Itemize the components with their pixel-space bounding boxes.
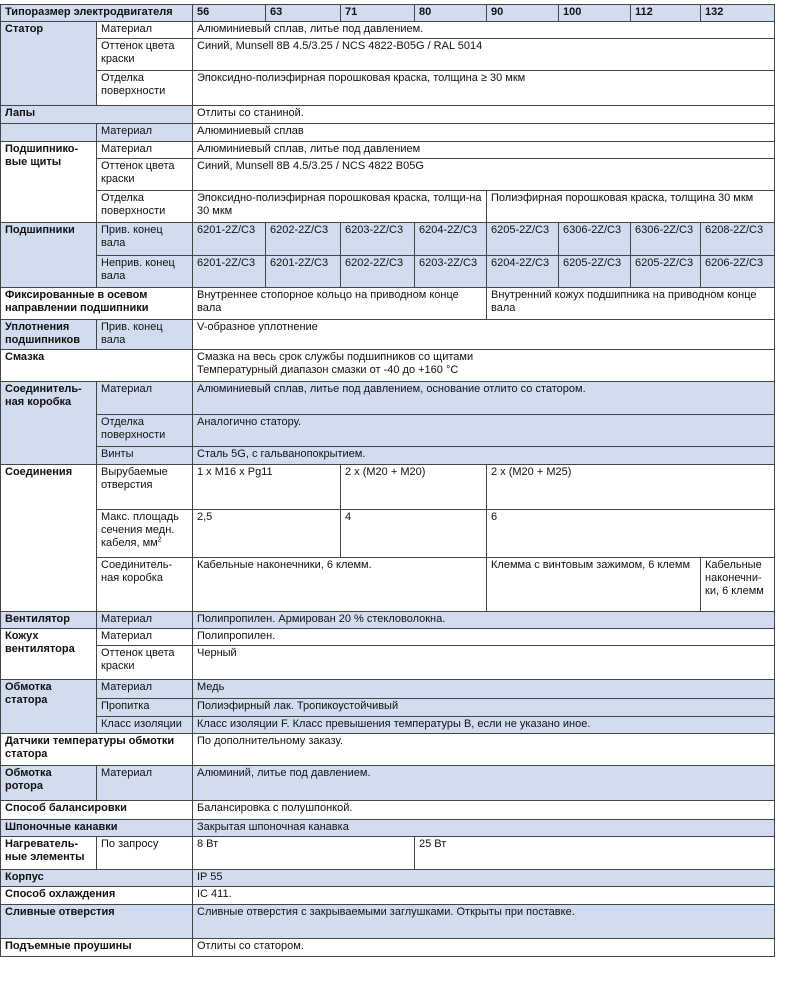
enclosure-label: Корпус bbox=[1, 870, 193, 887]
rotor-material-label: Материал bbox=[97, 766, 193, 801]
heaters-value-a: 8 Вт bbox=[193, 837, 415, 870]
endshields-material-label: Материал bbox=[97, 142, 193, 159]
bearing-nondrive-71: 6202-2Z/C3 bbox=[341, 256, 415, 288]
fan-cover-label: Кожух вентилятора bbox=[1, 629, 97, 680]
bearing-nondrive-56: 6201-2Z/C3 bbox=[193, 256, 266, 288]
cable-b: 4 bbox=[341, 510, 487, 558]
winding-label: Обмотка статора bbox=[1, 680, 97, 734]
bearings-label: Подшипники bbox=[1, 223, 97, 288]
feet-spacer bbox=[1, 124, 97, 142]
terminal-box-material: Алюминиевый сплав, литье под давлением, основание отлито со статором. bbox=[193, 382, 775, 415]
fan-cover-material: Полипропилен. bbox=[193, 629, 775, 646]
thermal-value: По дополнительному заказу. bbox=[193, 734, 775, 766]
bearing-drive-56: 6201-2Z/C3 bbox=[193, 223, 266, 256]
seals-value: V-образное уплотнение bbox=[193, 320, 775, 350]
fan-label: Вентилятор bbox=[1, 612, 97, 629]
fan-cover-color-label: Оттенок цвета краски bbox=[97, 646, 193, 680]
bearing-drive-63: 6202-2Z/C3 bbox=[266, 223, 341, 256]
bearing-nondrive-63: 6201-2Z/C3 bbox=[266, 256, 341, 288]
bearing-nondrive-132: 6206-2Z/C3 bbox=[701, 256, 775, 288]
fan-material-label: Материал bbox=[97, 612, 193, 629]
bearing-nondrive-90: 6204-2Z/C3 bbox=[487, 256, 559, 288]
bearing-drive-90: 6205-2Z/C3 bbox=[487, 223, 559, 256]
endshields-color-label: Оттенок цвета краски bbox=[97, 159, 193, 191]
keyway-label: Шпоночные канавки bbox=[1, 820, 193, 837]
seals-label: Уплотнения подшипников bbox=[1, 320, 97, 350]
cable-a: 2,5 bbox=[193, 510, 341, 558]
connections-box-c: Кабельные наконечни-ки, 6 клемм bbox=[701, 558, 775, 612]
axial-label: Фиксированные в осевом направлении подшипники bbox=[1, 288, 193, 320]
bearing-nondrive-112: 6205-2Z/C3 bbox=[631, 256, 701, 288]
stator-finish: Эпоксидно-полиэфирная порошковая краска, толщина ≥ 30 мкм bbox=[193, 71, 775, 106]
terminal-box-screws: Сталь 5G, с гальванопокрытием. bbox=[193, 447, 775, 465]
terminal-box-finish: Аналогично статору. bbox=[193, 415, 775, 447]
stator-color: Синий, Munsell 8B 4.5/3.25 / NCS 4822-B05G / RAL 5014 bbox=[193, 39, 775, 71]
rotor-material: Алюминий, литье под давлением. bbox=[193, 766, 775, 801]
feet-material-label: Материал bbox=[97, 124, 193, 142]
connections-label: Соединения bbox=[1, 465, 97, 612]
stator-material: Алюминиевый сплав, литье под давлением. bbox=[193, 22, 775, 39]
size-63: 63 bbox=[266, 5, 341, 22]
knockouts-c: 2 x (M20 + M25) bbox=[487, 465, 775, 510]
heaters-sub-label: По запросу bbox=[97, 837, 193, 870]
endshields-finish-b: Полиэфирная порошковая краска, толщина 30 мкм bbox=[487, 191, 775, 223]
size-56: 56 bbox=[193, 5, 266, 22]
cable-label-sup: 2 bbox=[157, 536, 162, 544]
keyway-value: Закрытая шпоночная канавка bbox=[193, 820, 775, 837]
size-71: 71 bbox=[341, 5, 415, 22]
drain-label: Сливные отверстия bbox=[1, 905, 193, 939]
header-title: Типоразмер электродвигателя bbox=[1, 5, 193, 22]
terminal-box-finish-label: Отделка поверхности bbox=[97, 415, 193, 447]
cable-c: 6 bbox=[487, 510, 775, 558]
stator-color-label: Оттенок цвета краски bbox=[97, 39, 193, 71]
bearing-drive-80: 6204-2Z/C3 bbox=[415, 223, 487, 256]
winding-impregnation: Полиэфирный лак. Тропикоустойчивый bbox=[193, 699, 775, 717]
bearing-nondrive-100: 6205-2Z/C3 bbox=[559, 256, 631, 288]
endshields-finish-label: Отделка поверхности bbox=[97, 191, 193, 223]
connections-knockouts-label: Вырубаемые отверстия bbox=[97, 465, 193, 510]
lifting-label: Подъемные проушины bbox=[1, 939, 193, 957]
cooling-value: IC 411. bbox=[193, 887, 775, 905]
connections-box-label: Соединитель-ная коробка bbox=[97, 558, 193, 612]
winding-insulation-label: Класс изоляции bbox=[97, 717, 193, 734]
lubrication-label: Смазка bbox=[1, 350, 193, 382]
feet-value: Отлиты со станиной. bbox=[193, 106, 775, 124]
balancing-value: Балансировка с полушпонкой. bbox=[193, 801, 775, 820]
size-80: 80 bbox=[415, 5, 487, 22]
lubrication-value bbox=[193, 350, 775, 382]
terminal-box-label: Соединитель-ная коробка bbox=[1, 382, 97, 465]
stator-material-label: Материал bbox=[97, 22, 193, 39]
bearing-drive-71: 6203-2Z/C3 bbox=[341, 223, 415, 256]
enclosure-value: IP 55 bbox=[193, 870, 775, 887]
endshields-material: Алюминиевый сплав, литье под давлением bbox=[193, 142, 775, 159]
motor-spec-table bbox=[0, 4, 775, 957]
lubrication-line-1: Смазка на весь срок службы подшипников со щитами bbox=[197, 351, 474, 363]
seals-sub-label: Прив. конец вала bbox=[97, 320, 193, 350]
header-row bbox=[1, 5, 775, 22]
winding-material-label: Материал bbox=[97, 680, 193, 699]
balancing-label: Способ балансировки bbox=[1, 801, 193, 820]
rotor-label: Обмотка ротора bbox=[1, 766, 97, 801]
endshields-color: Синий, Munsell 8B 4.5/3.25 / NCS 4822 B05G bbox=[193, 159, 775, 191]
stator-label: Статор bbox=[1, 22, 97, 106]
winding-material: Медь bbox=[193, 680, 775, 699]
heaters-value-b: 25 Вт bbox=[415, 837, 775, 870]
terminal-box-screws-label: Винты bbox=[97, 447, 193, 465]
bearings-drive-label: Прив. конец вала bbox=[97, 223, 193, 256]
cable-label-text: Макс. площадь сечения медн. кабеля, мм bbox=[101, 511, 179, 549]
winding-insulation: Класс изоляции F. Класс превышения температуры B, если не указано иное. bbox=[193, 717, 775, 734]
lubrication-line-2: Температурный диапазон смазки от -40 до +160 °C bbox=[197, 364, 459, 376]
connections-cable-label bbox=[97, 510, 193, 558]
knockouts-a: 1 x M16 x Pg11 bbox=[193, 465, 341, 510]
thermal-label: Датчики температуры обмотки статора bbox=[1, 734, 193, 766]
heaters-label: Нагреватель-ные элементы bbox=[1, 837, 97, 870]
stator-finish-label: Отделка поверхности bbox=[97, 71, 193, 106]
bearing-nondrive-80: 6203-2Z/C3 bbox=[415, 256, 487, 288]
bearing-drive-132: 6208-2Z/C3 bbox=[701, 223, 775, 256]
cooling-label: Способ охлаждения bbox=[1, 887, 193, 905]
feet-label: Лапы bbox=[1, 106, 193, 124]
fan-cover-material-label: Материал bbox=[97, 629, 193, 646]
size-132: 132 bbox=[701, 5, 775, 22]
bearings-nondrive-label: Неприв. конец вала bbox=[97, 256, 193, 288]
endshields-finish-a: Эпоксидно-полиэфирная порошковая краска, толщи-на 30 мкм bbox=[193, 191, 487, 223]
size-90: 90 bbox=[487, 5, 559, 22]
bearing-drive-112: 6306-2Z/C3 bbox=[631, 223, 701, 256]
axial-value-a: Внутреннее стопорное кольцо на приводном конце вала bbox=[193, 288, 487, 320]
connections-box-b: Клемма с винтовым зажимом, 6 клемм bbox=[487, 558, 701, 612]
size-112: 112 bbox=[631, 5, 701, 22]
axial-value-b: Внутренний кожух подшипника на приводном конце вала bbox=[487, 288, 775, 320]
knockouts-b: 2 x (M20 + M20) bbox=[341, 465, 487, 510]
feet-material: Алюминиевый сплав bbox=[193, 124, 775, 142]
winding-impregnation-label: Пропитка bbox=[97, 699, 193, 717]
lifting-value: Отлиты со статором. bbox=[193, 939, 775, 957]
connections-box-a: Кабельные наконечники, 6 клемм. bbox=[193, 558, 487, 612]
terminal-box-material-label: Материал bbox=[97, 382, 193, 415]
endshields-label: Подшипнико-вые щиты bbox=[1, 142, 97, 223]
fan-material: Полипропилен. Армирован 20 % стекловолокна. bbox=[193, 612, 775, 629]
size-100: 100 bbox=[559, 5, 631, 22]
drain-value: Сливные отверстия с закрываемыми заглушками. Открыты при поставке. bbox=[193, 905, 775, 939]
fan-cover-color: Черный bbox=[193, 646, 775, 680]
bearing-drive-100: 6306-2Z/C3 bbox=[559, 223, 631, 256]
